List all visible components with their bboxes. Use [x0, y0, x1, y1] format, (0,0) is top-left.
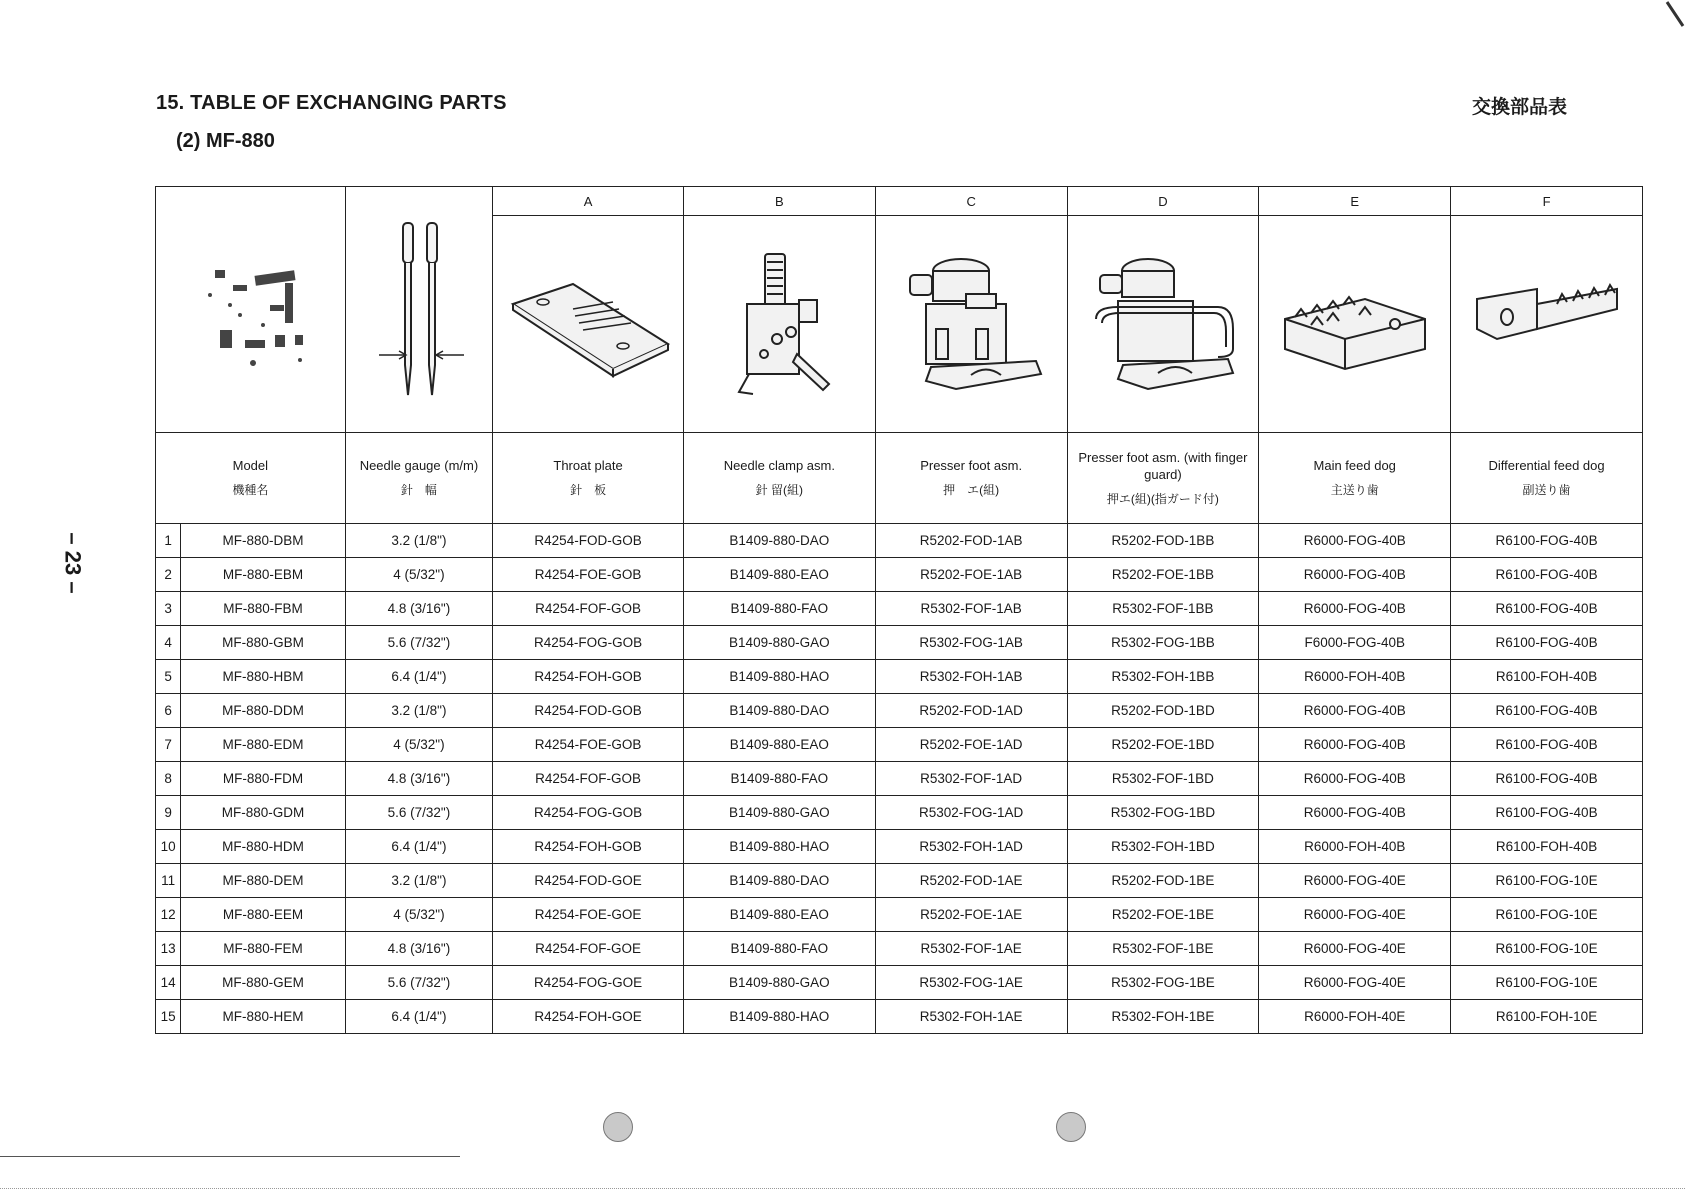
differential-feed-dog-part: R6100-FOG-40B [1451, 592, 1643, 626]
main-feed-dog-part: R6000-FOG-40E [1259, 966, 1451, 1000]
differential-feed-dog-part: R6100-FOG-10E [1451, 932, 1643, 966]
presser-foot-part: R5202-FOE-1AE [875, 898, 1067, 932]
table-row [156, 626, 1643, 660]
row-number: 6 [156, 694, 181, 728]
differential-feed-dog-part: R6100-FOG-40B [1451, 558, 1643, 592]
row-number: 8 [156, 762, 181, 796]
presser-foot-part: R5202-FOD-1AE [875, 864, 1067, 898]
needle-gauge-cell: 3.2 (1/8") [345, 524, 493, 558]
presser-foot-icon [896, 249, 1046, 399]
needle-clamp-icon [719, 244, 839, 404]
model-header: Model 機種名 [156, 433, 346, 524]
needle-clamp-cell [683, 216, 875, 433]
needle-clamp-part: B1409-880-GAO [683, 966, 875, 1000]
throat-plate-header: Throat plate 針 板 [493, 433, 684, 524]
throat-plate-part: R4254-FOD-GOB [493, 524, 684, 558]
main-feed-dog-part: R6000-FOG-40B [1259, 524, 1451, 558]
presser-foot-part: R5202-FOD-1AD [875, 694, 1067, 728]
needle-clamp-header: Needle clamp asm. 針 留(組) [683, 433, 875, 524]
needle-gauge-cell: 4.8 (3/16") [345, 932, 493, 966]
presser-foot-part: R5302-FOF-1AD [875, 762, 1067, 796]
presser-foot-guard-part: R5202-FOE-1BE [1067, 898, 1259, 932]
corner-mark-icon [1665, 0, 1685, 30]
presser-foot-guard-part: R5302-FOF-1BE [1067, 932, 1259, 966]
main-feed-dog-part: R6000-FOG-40B [1259, 558, 1451, 592]
table-row [156, 694, 1643, 728]
needle-gauge-cell: 4 (5/32") [345, 898, 493, 932]
needle-clamp-part: B1409-880-DAO [683, 864, 875, 898]
presser-foot-part: R5302-FOF-1AE [875, 932, 1067, 966]
presser-foot-finger-guard-cell [1067, 216, 1259, 433]
needle-clamp-part: B1409-880-HAO [683, 1000, 875, 1034]
row-number: 7 [156, 728, 181, 762]
table-row [156, 592, 1643, 626]
throat-plate-part: R4254-FOD-GOB [493, 694, 684, 728]
col-letter-a: A [493, 187, 684, 216]
table-row [156, 898, 1643, 932]
throat-plate-part: R4254-FOF-GOB [493, 592, 684, 626]
needle-gauge-cell: 6.4 (1/4") [345, 1000, 493, 1034]
differential-feed-dog-part: R6100-FOH-10E [1451, 1000, 1643, 1034]
presser-foot-part: R5302-FOG-1AB [875, 626, 1067, 660]
main-feed-dog-part: R6000-FOG-40E [1259, 898, 1451, 932]
row-number: 3 [156, 592, 181, 626]
model-cell: MF-880-FDM [181, 762, 345, 796]
presser-foot-part: R5302-FOH-1AD [875, 830, 1067, 864]
differential-feed-dog-part: R6100-FOG-10E [1451, 966, 1643, 1000]
table-row [156, 660, 1643, 694]
needle-gauge-cell: 3.2 (1/8") [345, 864, 493, 898]
table-row [156, 524, 1643, 558]
throat-plate-part: R4254-FOH-GOE [493, 1000, 684, 1034]
table-row [156, 932, 1643, 966]
row-number: 9 [156, 796, 181, 830]
presser-foot-cell [875, 216, 1067, 433]
needle-gauge-cell: 5.6 (7/32") [345, 796, 493, 830]
needle-gauge-cell: 4.8 (3/16") [345, 762, 493, 796]
presser-foot-header: Presser foot asm. 押 エ(組) [875, 433, 1067, 524]
main-feed-dog-icon [1275, 269, 1435, 379]
row-number: 15 [156, 1000, 181, 1034]
differential-feed-dog-part: R6100-FOH-40B [1451, 830, 1643, 864]
page-subtitle: (2) MF-880 [176, 130, 275, 152]
differential-feed-dog-cell [1451, 216, 1643, 433]
presser-foot-guard-part: R5302-FOF-1BD [1067, 762, 1259, 796]
differential-feed-dog-part: R6100-FOG-10E [1451, 864, 1643, 898]
throat-plate-part: R4254-FOF-GOE [493, 932, 684, 966]
table-row [156, 728, 1643, 762]
main-feed-dog-part: R6000-FOH-40B [1259, 830, 1451, 864]
needle-clamp-part: B1409-880-DAO [683, 524, 875, 558]
table-row [156, 558, 1643, 592]
differential-feed-dog-part: R6100-FOG-40B [1451, 728, 1643, 762]
throat-plate-part: R4254-FOE-GOB [493, 728, 684, 762]
presser-foot-part: R5302-FOH-1AE [875, 1000, 1067, 1034]
throat-plate-part: R4254-FOG-GOB [493, 796, 684, 830]
parts-table-body [156, 524, 1643, 1034]
col-letter-f: F [1451, 187, 1643, 216]
binder-hole-left [603, 1112, 633, 1142]
page-number: – 23 – [60, 532, 86, 594]
model-cell: MF-880-EDM [181, 728, 345, 762]
main-feed-dog-part: F6000-FOG-40B [1259, 626, 1451, 660]
needle-clamp-part: B1409-880-EAO [683, 728, 875, 762]
needles-icon [359, 215, 479, 405]
col-letter-d: D [1067, 187, 1259, 216]
presser-foot-finger-guard-header: Presser foot asm. (with finger guard) 押エ(組)(指ガード付) [1067, 433, 1259, 524]
needle-gauge-cell: 5.6 (7/32") [345, 626, 493, 660]
table-row [156, 966, 1643, 1000]
needle-gauge-cell: 5.6 (7/32") [345, 966, 493, 1000]
differential-feed-dog-part: R6100-FOG-40B [1451, 626, 1643, 660]
main-feed-dog-cell [1259, 216, 1451, 433]
model-cell: MF-880-HDM [181, 830, 345, 864]
col-letter-b: B [683, 187, 875, 216]
differential-feed-dog-icon [1467, 269, 1627, 379]
presser-foot-guard-part: R5302-FOH-1BD [1067, 830, 1259, 864]
needle-gauge-cell: 4.8 (3/16") [345, 592, 493, 626]
model-cell: MF-880-FEM [181, 932, 345, 966]
needle-gauge-header: Needle gauge (m/m) 針 幅 [345, 433, 493, 524]
throat-plate-part: R4254-FOG-GOE [493, 966, 684, 1000]
row-number: 13 [156, 932, 181, 966]
jp-page-title: 交換部品表 [1472, 97, 1568, 118]
needle-gauge-cell: 3.2 (1/8") [345, 694, 493, 728]
throat-plate-cell [493, 216, 684, 433]
main-feed-dog-part: R6000-FOG-40B [1259, 796, 1451, 830]
model-cell: MF-880-DEM [181, 864, 345, 898]
presser-foot-guard-part: R5202-FOE-1BB [1067, 558, 1259, 592]
needle-gauge-cell: 6.4 (1/4") [345, 830, 493, 864]
throat-plate-part: R4254-FOE-GOE [493, 898, 684, 932]
presser-foot-guard-part: R5302-FOG-1BE [1067, 966, 1259, 1000]
table-row [156, 796, 1643, 830]
machine-photo-icon [175, 235, 325, 385]
presser-foot-part: R5302-FOF-1AB [875, 592, 1067, 626]
main-feed-dog-part: R6000-FOH-40B [1259, 660, 1451, 694]
differential-feed-dog-part: R6100-FOG-40B [1451, 694, 1643, 728]
differential-feed-dog-part: R6100-FOG-40B [1451, 762, 1643, 796]
presser-foot-part: R5302-FOG-1AD [875, 796, 1067, 830]
throat-plate-part: R4254-FOH-GOB [493, 660, 684, 694]
needle-clamp-part: B1409-880-DAO [683, 694, 875, 728]
row-number: 5 [156, 660, 181, 694]
presser-foot-guard-part: R5302-FOH-1BE [1067, 1000, 1259, 1034]
model-cell: MF-880-HBM [181, 660, 345, 694]
throat-plate-part: R4254-FOF-GOB [493, 762, 684, 796]
model-cell: MF-880-DDM [181, 694, 345, 728]
col-letter-c: C [875, 187, 1067, 216]
binder-hole-right [1056, 1112, 1086, 1142]
model-cell: MF-880-EBM [181, 558, 345, 592]
row-number: 4 [156, 626, 181, 660]
presser-foot-finger-guard-icon [1088, 249, 1238, 399]
needle-clamp-part: B1409-880-FAO [683, 592, 875, 626]
row-number: 14 [156, 966, 181, 1000]
presser-foot-part: R5302-FOG-1AE [875, 966, 1067, 1000]
presser-foot-guard-part: R5302-FOF-1BB [1067, 592, 1259, 626]
model-cell: MF-880-FBM [181, 592, 345, 626]
presser-foot-guard-part: R5202-FOD-1BD [1067, 694, 1259, 728]
table-row [156, 1000, 1643, 1034]
col-letter-e: E [1259, 187, 1451, 216]
row-number: 11 [156, 864, 181, 898]
table-row [156, 830, 1643, 864]
presser-foot-part: R5302-FOH-1AB [875, 660, 1067, 694]
needle-clamp-part: B1409-880-FAO [683, 932, 875, 966]
model-cell: MF-880-DBM [181, 524, 345, 558]
throat-plate-part: R4254-FOD-GOE [493, 864, 684, 898]
needle-clamp-part: B1409-880-GAO [683, 796, 875, 830]
differential-feed-dog-part: R6100-FOG-10E [1451, 898, 1643, 932]
row-number: 12 [156, 898, 181, 932]
model-cell: MF-880-GBM [181, 626, 345, 660]
presser-foot-part: R5202-FOD-1AB [875, 524, 1067, 558]
needle-clamp-part: B1409-880-FAO [683, 762, 875, 796]
presser-foot-part: R5202-FOE-1AB [875, 558, 1067, 592]
differential-feed-dog-part: R6100-FOG-40B [1451, 796, 1643, 830]
throat-plate-part: R4254-FOG-GOB [493, 626, 684, 660]
throat-plate-part: R4254-FOE-GOB [493, 558, 684, 592]
main-feed-dog-part: R6000-FOH-40E [1259, 1000, 1451, 1034]
presser-foot-guard-part: R5302-FOG-1BB [1067, 626, 1259, 660]
presser-foot-guard-part: R5202-FOE-1BD [1067, 728, 1259, 762]
throat-plate-part: R4254-FOH-GOB [493, 830, 684, 864]
presser-foot-guard-part: R5302-FOH-1BB [1067, 660, 1259, 694]
model-cell: MF-880-EEM [181, 898, 345, 932]
row-number: 10 [156, 830, 181, 864]
differential-feed-dog-part: R6100-FOG-40B [1451, 524, 1643, 558]
bottom-rule [0, 1156, 460, 1157]
main-feed-dog-part: R6000-FOG-40B [1259, 592, 1451, 626]
row-number: 2 [156, 558, 181, 592]
presser-foot-guard-part: R5202-FOD-1BB [1067, 524, 1259, 558]
needle-clamp-part: B1409-880-HAO [683, 830, 875, 864]
bottom-edge [0, 1188, 1685, 1189]
main-feed-dog-part: R6000-FOG-40B [1259, 762, 1451, 796]
page-title: 15. TABLE OF EXCHANGING PARTS [156, 92, 507, 114]
needle-clamp-part: B1409-880-EAO [683, 558, 875, 592]
differential-feed-dog-header: Differential feed dog 副送り歯 [1451, 433, 1643, 524]
main-feed-dog-part: R6000-FOG-40E [1259, 932, 1451, 966]
model-cell: MF-880-HEM [181, 1000, 345, 1034]
table-row [156, 864, 1643, 898]
needle-clamp-part: B1409-880-EAO [683, 898, 875, 932]
presser-foot-guard-part: R5202-FOD-1BE [1067, 864, 1259, 898]
needle-clamp-part: B1409-880-HAO [683, 660, 875, 694]
needles-cell [345, 187, 493, 433]
machine-photo-cell [156, 187, 346, 433]
row-number: 1 [156, 524, 181, 558]
presser-foot-part: R5202-FOE-1AD [875, 728, 1067, 762]
main-feed-dog-part: R6000-FOG-40E [1259, 864, 1451, 898]
main-feed-dog-header: Main feed dog 主送り歯 [1259, 433, 1451, 524]
main-feed-dog-part: R6000-FOG-40B [1259, 694, 1451, 728]
model-cell: MF-880-GEM [181, 966, 345, 1000]
needle-gauge-cell: 4 (5/32") [345, 558, 493, 592]
model-cell: MF-880-GDM [181, 796, 345, 830]
table-row [156, 762, 1643, 796]
needle-gauge-cell: 4 (5/32") [345, 728, 493, 762]
exchanging-parts-table [155, 186, 1643, 1034]
throat-plate-icon [503, 264, 673, 384]
needle-clamp-part: B1409-880-GAO [683, 626, 875, 660]
differential-feed-dog-part: R6100-FOH-40B [1451, 660, 1643, 694]
presser-foot-guard-part: R5302-FOG-1BD [1067, 796, 1259, 830]
needle-gauge-cell: 6.4 (1/4") [345, 660, 493, 694]
main-feed-dog-part: R6000-FOG-40B [1259, 728, 1451, 762]
